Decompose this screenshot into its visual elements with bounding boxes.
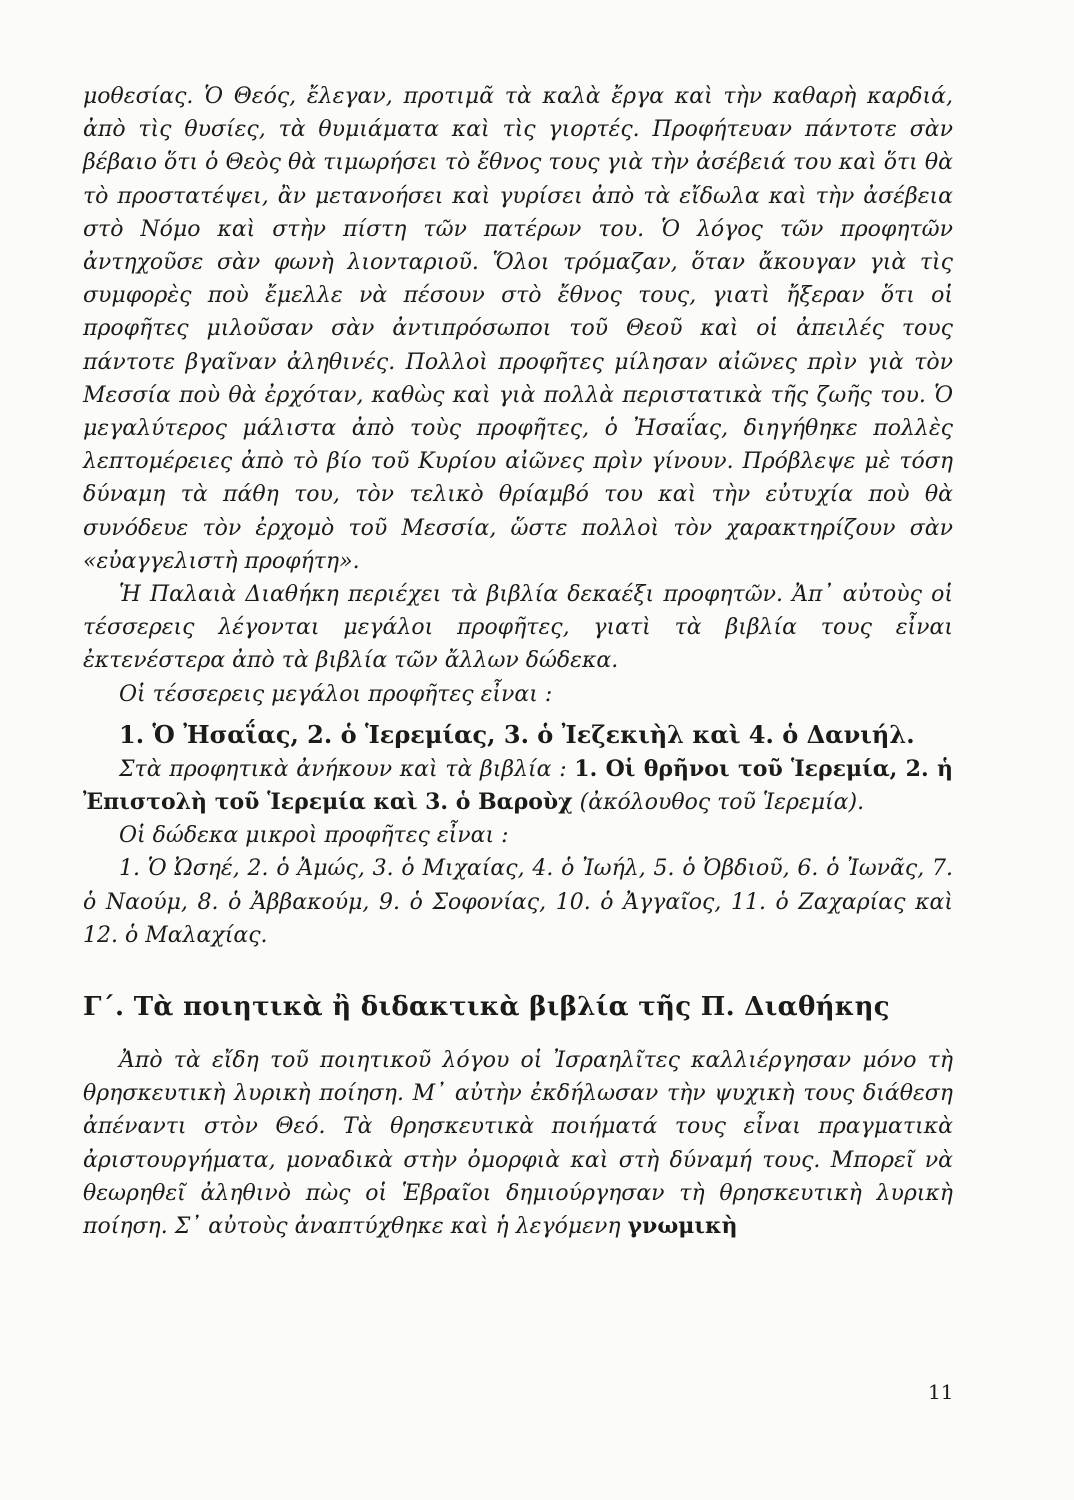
paragraph-books-count: Ἡ Παλαιὰ Διαθήκη περιέχει τὰ βιβλία δεκαέξι προφητῶν. Ἀπ᾿ αὐτοὺς οἱ τέσσερεις λέγονται μεγάλοι προφῆτες, γιατὶ τὰ βιβλία τους εἶναι ἐκτενέστερα ἀπὸ τὰ βιβλία τῶν ἄλλων δώδεκα. [83, 582, 953, 674]
prophetic-books-list: 1. Οἱ θρῆνοι τοῦ Ἱερεμία, 2. ἡ Ἐπιστολὴ τοῦ Ἱερεμία καὶ 3. ὁ Βαροὺχ [83, 755, 953, 816]
paragraph-poetic-books [83, 1044, 953, 1243]
text-body [83, 80, 953, 1243]
paragraph-prophetic-books [83, 753, 953, 819]
major-prophets-list: 1. Ὁ Ἠσαΐας, 2. ὁ Ἱερεμίας, 3. ὁ Ἰεζεκιὴλ καὶ 4. ὁ Δανιήλ. [119, 719, 915, 749]
paragraph-minor-intro: Οἱ δώδεκα μικροὶ προφῆτες εἶναι : [119, 823, 509, 849]
paragraph-major-intro: Οἱ τέσσερεις μεγάλοι προφῆτες εἶναι : [119, 681, 553, 707]
section-heading: Γ΄. Τὰ ποιητικὰ ἢ διδακτικὰ βιβλία τῆς Π. Διαθήκης [83, 992, 890, 1023]
page-number: 11 [928, 1380, 954, 1404]
poetic-books-text: Ἀπὸ τὰ εἴδη τοῦ ποιητικοῦ λόγου οἱ Ἰσραηλῖτες καλλιέργησαν μόνο τὴ θρησκευτικὴ λυρικὴ ποίηση. Μ᾿ αὐτὴν ἐκδήλωσαν τὴν ψυχικὴ τους διάθεση ἀπέναντι στὸν Θεό. Τὰ θρησκευτικὰ ποιήματά τους εἶναι πραγματικὰ ἀριστουργήματα, μοναδικὰ στὴν ὀμορφιὰ καὶ στὴ δύναμή τους. Μπορεῖ νὰ θεωρηθεῖ ἀληθινὸ πὼς οἱ Ἑβραῖοι δημιούργησαν τὴ θρησκευτικὴ λυρικὴ ποίηση. Σ᾿ αὐτοὺς ἀναπτύχθηκε καὶ ἡ λεγόμενη [83, 1048, 953, 1240]
paragraph-prophets-message: μοθεσίας. Ὁ Θεός, ἔλεγαν, προτιμᾶ τὰ καλὰ ἔργα καὶ τὴν καθαρὴ καρδιά, ἀπὸ τὶς θυσίες, τὰ θυμιάματα καὶ τὶς γιορτές. Προφήτευαν πάντοτε σὰν βέβαιο ὅτι ὁ Θεὸς θὰ τιμωρήσει τὸ ἔθνος τους γιὰ τὴν ἀσέβειά του καὶ ὅτι θὰ τὸ προστατέψει, ἂν μετανοήσει καὶ γυρίσει ἀπὸ τὰ εἴδωλα καὶ τὴν ἀσέβεια στὸ Νόμο καὶ στὴν πίστη τῶν πατέρων του. Ὁ λόγος τῶν προφητῶν ἀντηχοῦσε σὰν φωνὴ λιονταριοῦ. Ὅλοι τρόμαζαν, ὅταν ἄκουγαν γιὰ τὶς συμφορὲς ποὺ ἔμελλε νὰ πέσουν στὸ ἔθνος τους, γιατὶ ἤξεραν ὅτι οἱ προφῆτες μιλοῦσαν σὰν ἀντιπρόσωποι τοῦ Θεοῦ καὶ οἱ ἀπειλές τους πάντοτε βγαῖναν ἀληθινές. Πολλοὶ προφῆτες μίλησαν αἰῶνες πρὶν γιὰ τὸν Μεσσία ποὺ θὰ ἐρχόταν, καθὼς καὶ γιὰ πολλὰ περιστατικὰ τῆς ζωῆς του. Ὁ μεγαλύτερος μάλιστα ἀπὸ τοὺς προφῆτες, ὁ Ἠσαΐας, διηγήθηκε πολλὲς λεπτομέρειες ἀπὸ τὸ βίο τοῦ Κυρίου αἰῶνες πρὶν γίνουν. Πρόβλεψε μὲ τόση δύναμη τὰ πάθη του, τὸν τελικὸ θρίαμβό του καὶ τὴν εὐτυχία ποὺ θὰ συνόδευε τὸν ἐρχομὸ τοῦ Μεσσία, ὥστε πολλοὶ τὸν χαρακτηρίζουν σὰν «εὐαγγελιστὴ προφήτη». [83, 84, 953, 574]
minor-prophets-list: 1. Ὁ Ὠσηέ, 2. ὁ Ἀμώς, 3. ὁ Μιχαίας, 4. ὁ Ἰωήλ, 5. ὁ Ὀβδιοῦ, 6. ὁ Ἰωνᾶς, 7. ὁ Ναούμ, 8. ὁ Ἀββακούμ, 9. ὁ Σοφονίας, 10. ὁ Ἀγγαῖος, 11. ὁ Ζαχαρίας καὶ 12. ὁ Μαλαχίας. [83, 856, 953, 948]
poetic-books-bold-word: γνωμικὴ [627, 1213, 738, 1240]
prophetic-books-intro: Στὰ προφητικὰ ἀνήκουν καὶ τὰ βιβλία : [119, 756, 575, 782]
prophetic-books-note: (ἀκόλουθος τοῦ Ἱερεμία). [572, 790, 865, 816]
